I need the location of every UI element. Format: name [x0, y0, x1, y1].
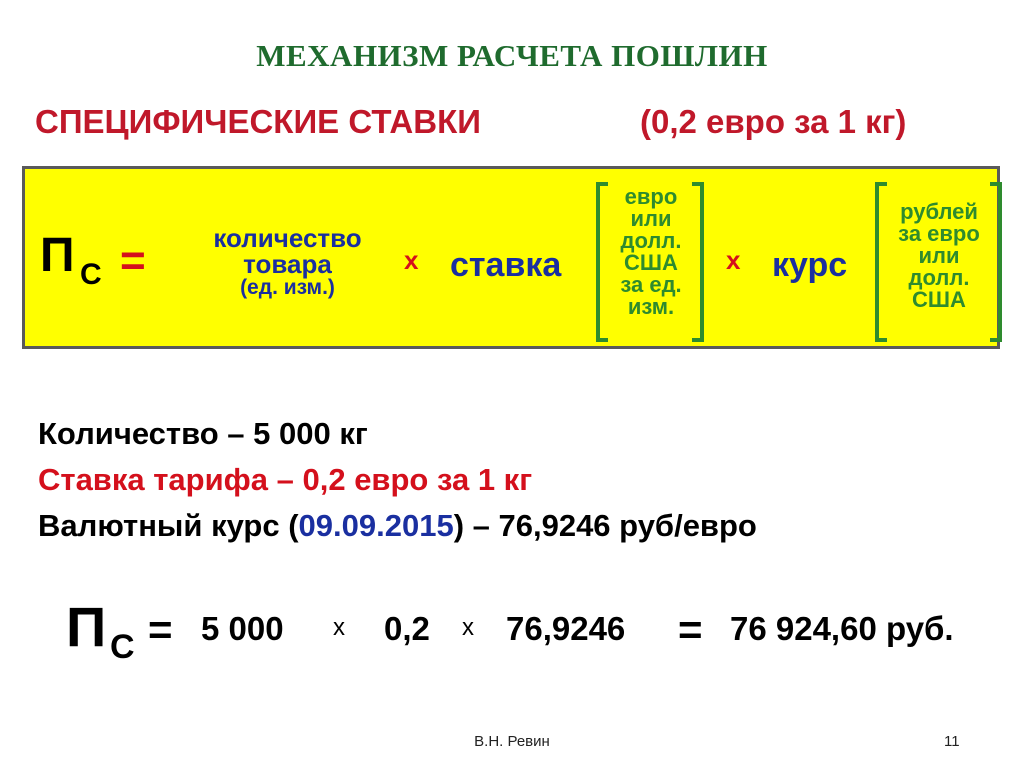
rate-unit-line-5: за ед.	[620, 272, 682, 297]
calc-symbol: П	[66, 595, 107, 658]
fx-line	[38, 508, 757, 544]
quantity-line: Количество – 5 000 кг	[38, 416, 368, 451]
exchange-unit-line-1: рублей	[900, 199, 978, 224]
exchange-unit-line-3: или	[918, 243, 960, 268]
fx-prefix: Валютный курс (	[38, 508, 299, 543]
page-number: 11	[944, 733, 960, 750]
calc-result: 76 924,60 руб.	[730, 610, 954, 647]
calc-equals: =	[148, 606, 173, 653]
calc-symbol-subscript: С	[110, 628, 135, 666]
formula-quantity	[190, 225, 385, 298]
subtitle-example: (0,2 евро за 1 кг)	[640, 103, 907, 140]
formula-times-2: х	[726, 245, 741, 275]
quantity-unit: (ед. изм.)	[240, 276, 335, 299]
quantity-line-1: количество	[213, 223, 362, 253]
rate-unit-line-6: изм.	[627, 294, 675, 319]
calc-times-2: х	[462, 614, 474, 641]
fx-date: 09.09.2015	[298, 508, 454, 543]
formula-symbol-subscript: С	[80, 258, 102, 291]
exchange-unit-line-4: долл.	[908, 265, 970, 290]
calc-times-1: х	[333, 614, 345, 641]
formula-times-1: х	[404, 245, 419, 275]
formula-symbol: П	[40, 229, 75, 282]
exchange-unit-line-2: за евро	[898, 221, 980, 246]
footer-author: В.Н. Ревин	[474, 733, 550, 750]
calc-rate: 0,2	[384, 610, 430, 647]
calc-exchange: 76,9246	[506, 610, 626, 647]
rate-line: Ставка тарифа – 0,2 евро за 1 кг	[38, 462, 533, 497]
subtitle-label: СПЕЦИФИЧЕСКИЕ СТАВКИ	[35, 103, 481, 140]
rate-unit-line-2: или	[630, 206, 672, 231]
exchange-unit	[880, 201, 998, 311]
slide-title: МЕХАНИЗМ РАСЧЕТА ПОШЛИН	[256, 38, 768, 73]
formula-equals: =	[120, 236, 146, 285]
quantity-line-2: товара	[243, 249, 332, 279]
rate-unit-line-3: долл.	[620, 228, 682, 253]
calc-quantity: 5 000	[201, 610, 284, 647]
formula-rate: ставка	[450, 246, 562, 284]
rate-unit	[606, 186, 696, 318]
rate-unit-line-1: евро	[624, 184, 678, 209]
rate-unit-line-4: США	[624, 250, 678, 275]
calc-equals-2: =	[678, 606, 703, 653]
formula-exchange: курс	[772, 246, 848, 284]
fx-suffix: ) – 76,9246 руб/евро	[453, 508, 757, 543]
exchange-unit-line-5: США	[912, 287, 966, 312]
